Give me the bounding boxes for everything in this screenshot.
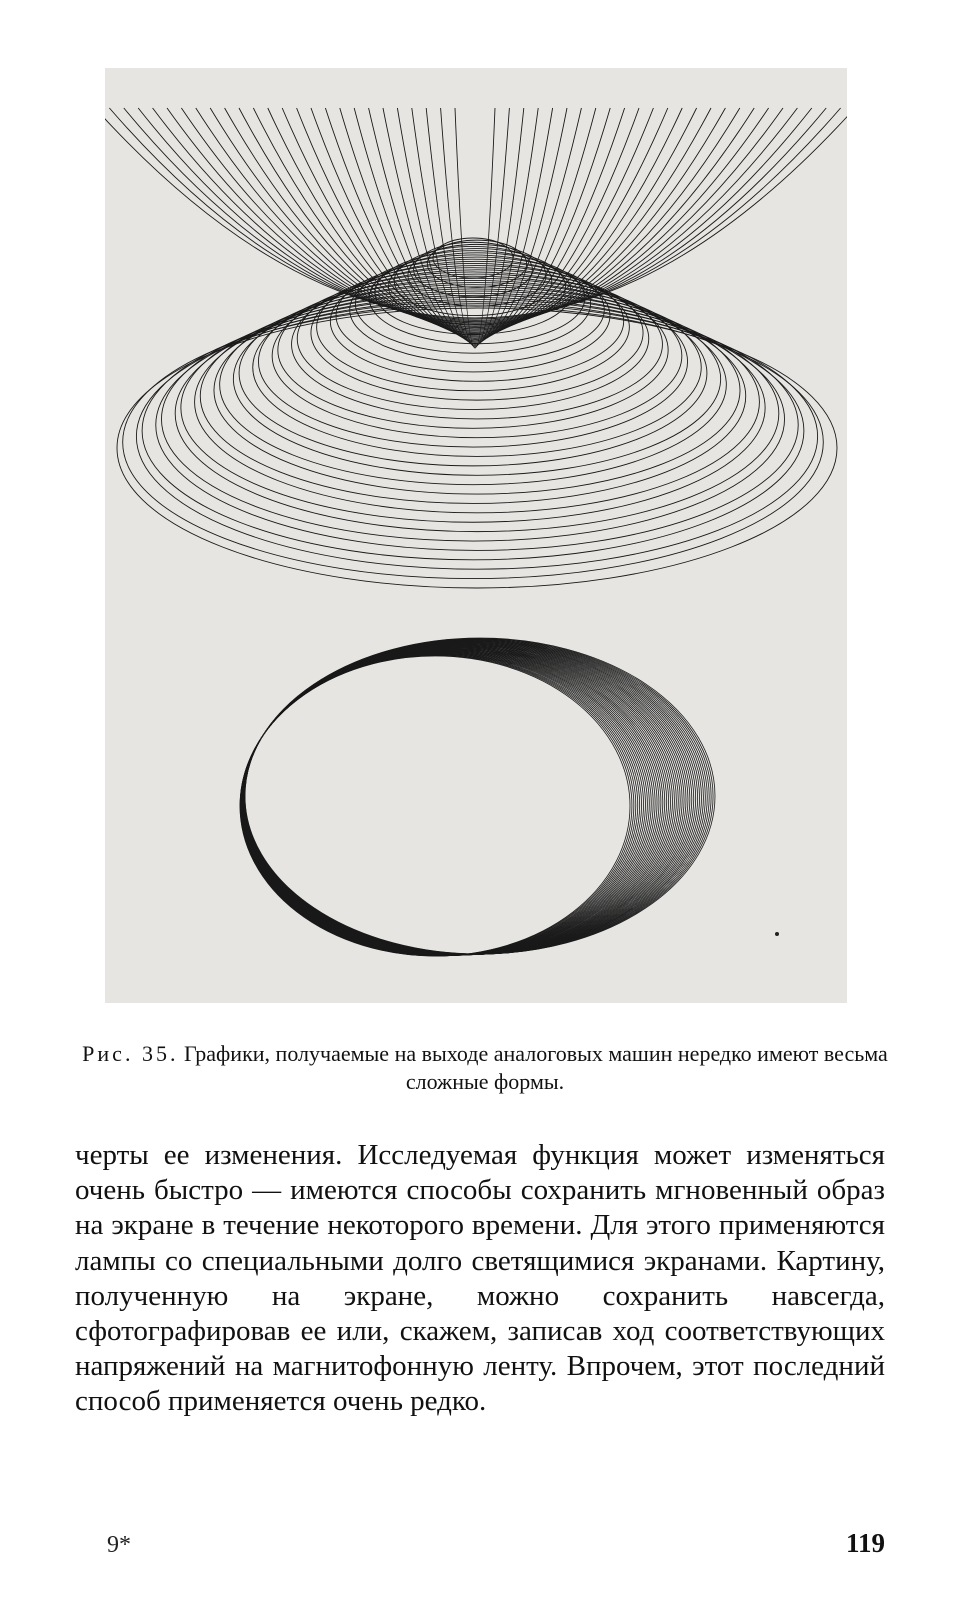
elliptical-ring-figure — [240, 638, 715, 956]
signature-mark: 9* — [107, 1532, 131, 1558]
caption-label: Рис. 35. — [82, 1041, 179, 1066]
figure-caption — [75, 1040, 895, 1096]
lattice-arc — [167, 108, 783, 324]
page-number: 119 — [845, 1528, 885, 1558]
body-paragraph: черты ее изменения. Исследуемая функция может изменяться очень быстро — имеются способы сохранить мгновенный образ на экране в течение некоторого времени. Для этого применяются лампы со специальными долго светящимися экранами. Картину, полученную на экране, можно сохранить навсегда, сфотографировав ее или, скажем, записав ход соответствующих напряжений на магнитофонную ленту. Впрочем, этот последний способ применяется очень редко. — [75, 1139, 885, 1418]
lattice-arc — [138, 108, 812, 322]
caption-text: Графики, получаемые на выходе аналоговых машин нередко имеют весьма сложные формы. — [183, 1041, 888, 1094]
lissajous-bowl-figure — [105, 108, 847, 588]
lattice-arc — [383, 108, 567, 342]
lattice-arc — [153, 108, 798, 323]
figure-35 — [105, 68, 847, 1003]
lattice-arc — [455, 108, 495, 348]
speck-mark — [775, 932, 779, 936]
lattice-arc — [181, 108, 768, 325]
lattice-arc — [210, 108, 740, 328]
lattice-arc — [196, 108, 754, 326]
figure-graphic — [105, 68, 847, 1003]
